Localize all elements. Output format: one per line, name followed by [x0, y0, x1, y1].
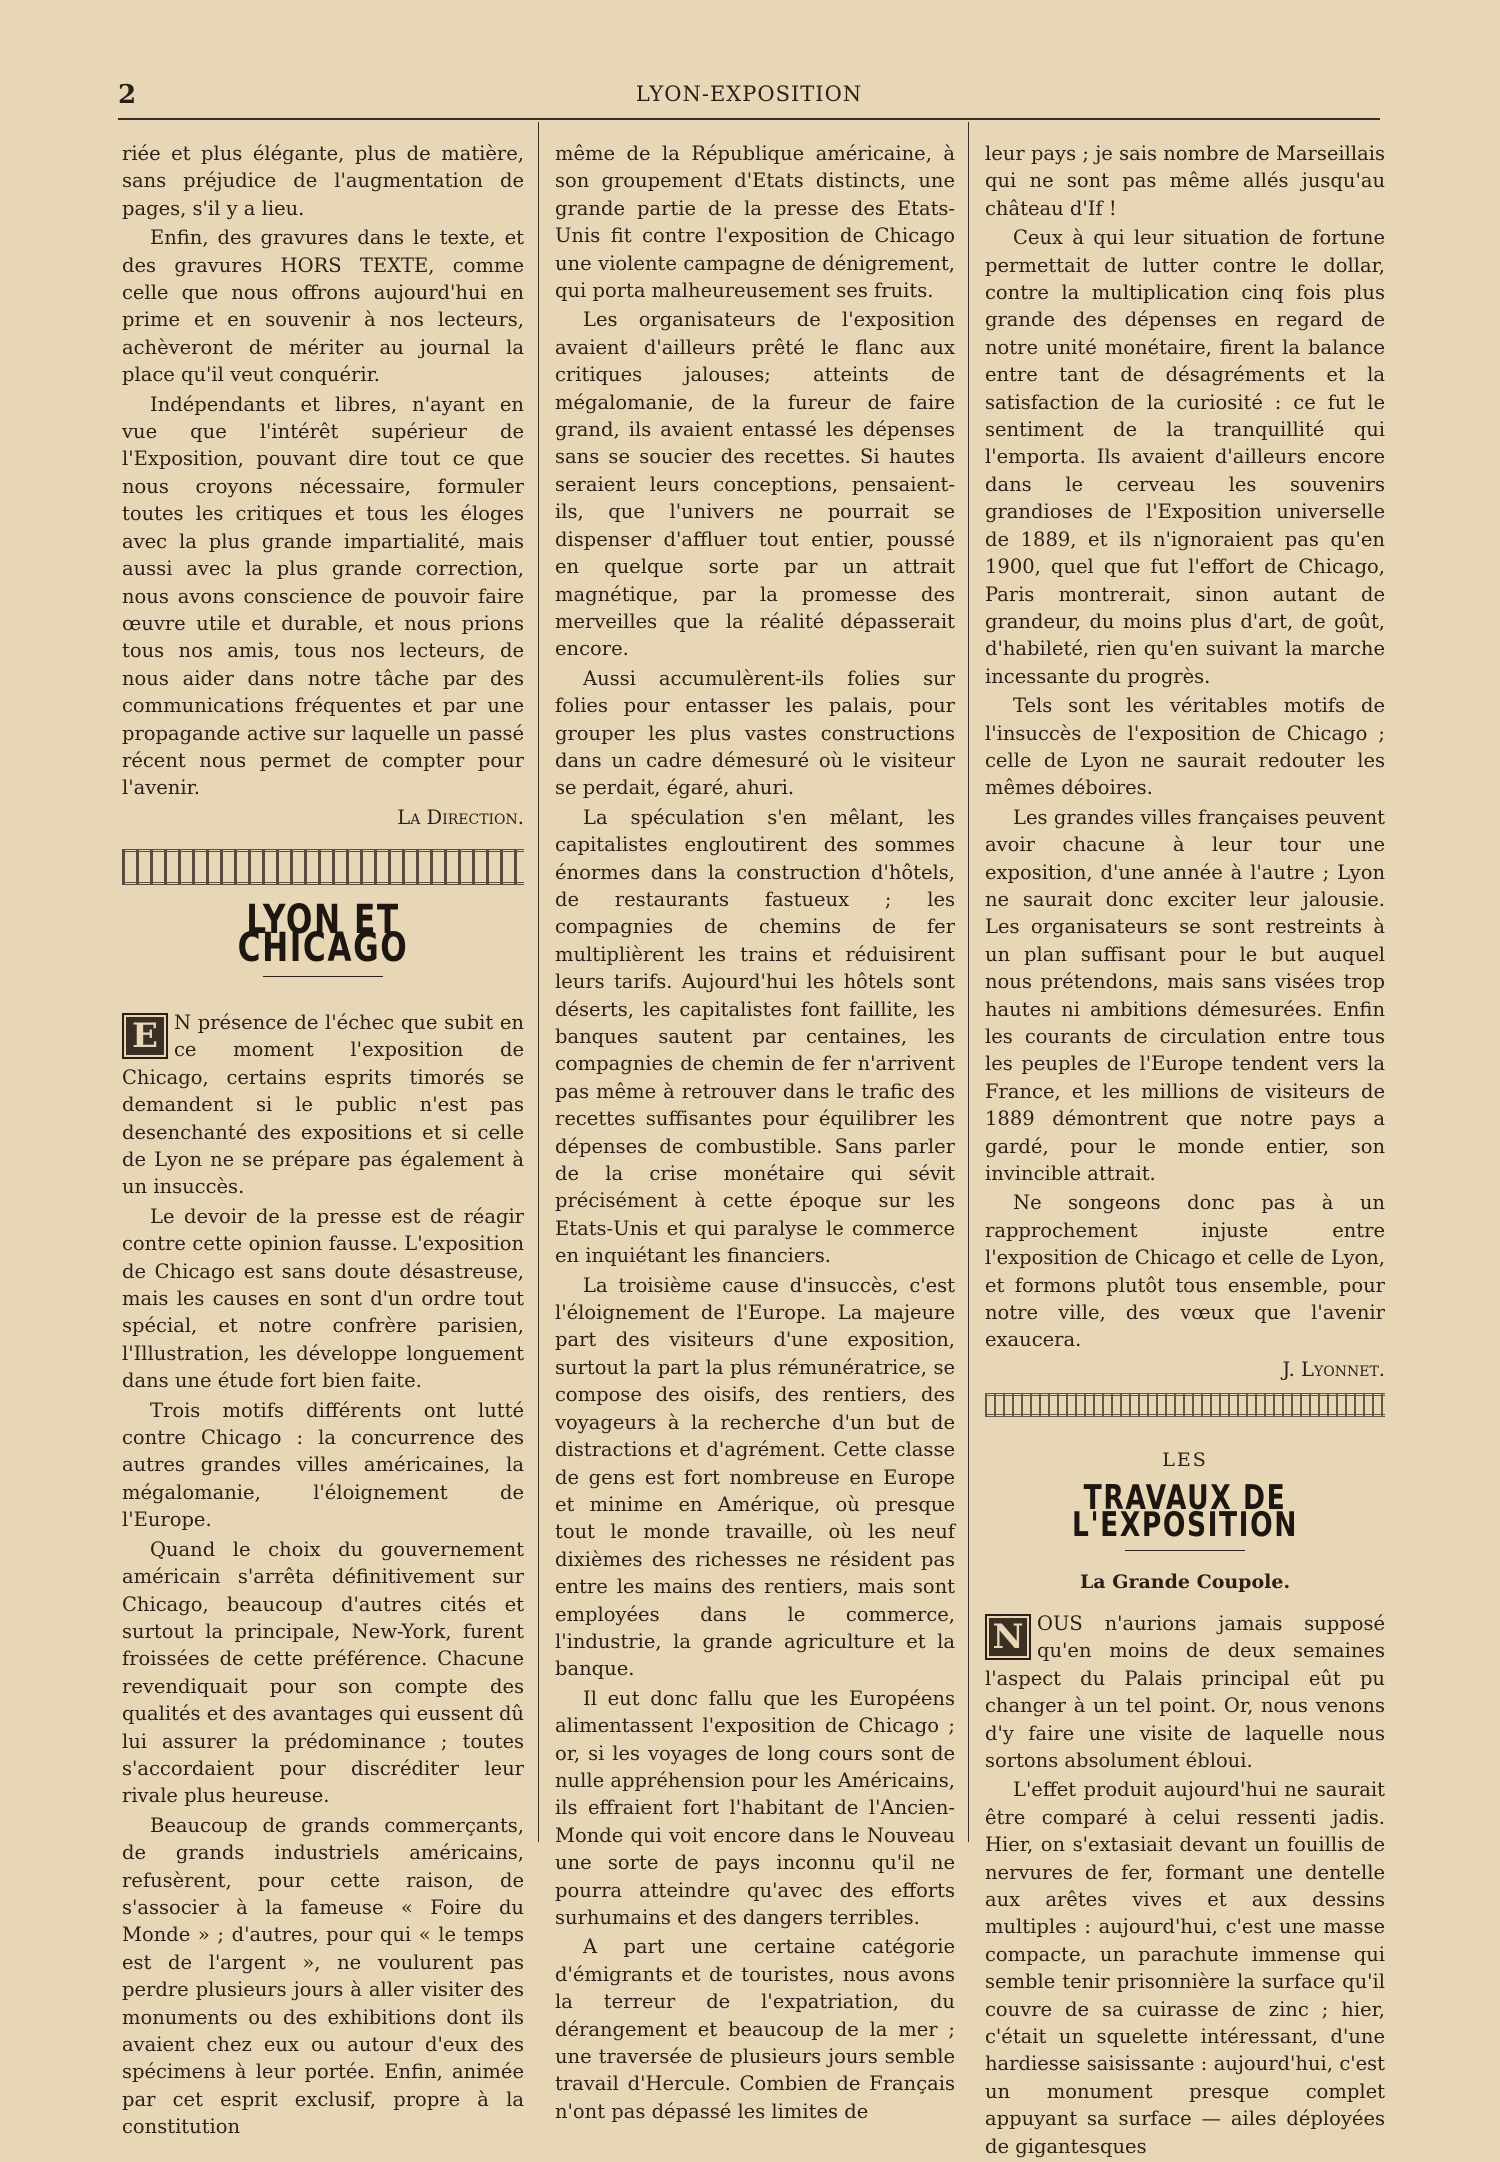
paragraph: Ceux à qui leur situation de fortune permettait de lutter contre le dollar, contre la multiplication cinq fois plus grande des dépenses en regard de notre unité monétaire, firent la balance entre tant de désagréments et la satisfaction de la curiosité : ce fut le sentiment de la tranquillité qui l'emporta. Ils avaient d'ailleurs encore dans le cerveau les souvenirs grandioses de l'Exposition universelle de 1889, et ils n'ignoraient pas qu'en 1900, quel que fut l'effort de Chicago, Paris montrerait, sinon autant de grandeur, du moins plus d'art, de goût, d'habileté, rien qu'en suivant la marche incessante du progrès.: [985, 226, 1385, 688]
column-divider: [538, 122, 539, 1842]
column-1: [122, 140, 524, 2143]
paragraph: Les grandes villes françaises peuvent avoir chacune à leur tour une exposition, d'une année à l'autre ; Lyon ne saurait donc exciter leur jalousie. Les organisateurs se sont restreints à un plan suffisant pour le but auquel nous prétendons, mais sans visées trop hautes ni ambitions démesurées. Enfin les courants de circulation entre tous les peuples de l'Europe tendent vers la France, et les millions de visiteurs de 1889 démontrent que notre pays a gardé, pour le monde entier, son invincible attrait.: [985, 805, 1385, 1186]
column-3: [985, 140, 1385, 2162]
dropcap-e: E: [122, 1013, 168, 1059]
signature: La Direction.: [397, 805, 524, 829]
paragraph: Beaucoup de grands commerçants, de grands industriels américains, refusèrent, pour cette raison, de s'associer à la fameuse « Foire du Monde » ; d'autres, pour qui « le temps est de l'argent », ne voulurent pas perdre plusieurs jours à aller visiter des monuments ou des exhibitions dont ils avaient chez eux ou autour d'eux des spécimens à leur portée. Enfin, animée par cet esprit exclusif, propre à la constitution: [122, 1813, 524, 2139]
paragraph: Aussi accumulèrent-ils folies sur folies pour entasser les palais, pour grouper les plus vastes constructions dans un cadre démesuré où le visiteur se perdait, égaré, ahuri.: [555, 666, 955, 800]
ornamental-divider: [122, 849, 524, 885]
paragraph: La troisième cause d'insuccès, c'est l'éloignement de l'Europe. La majeure part des visiteurs d'une exposition, surtout la part la plus rémunératrice, se compose des oisifs, des rentiers, des voyageurs à la recherche d'un but de distractions et d'agrément. Cette classe de gens est fort nombreuse en Europe et minime en Amérique, où presque tout le monde travaille, où les neuf dixièmes des richesses ne résident pas entre les mains des rentiers, mais sont employées dans le commerce, l'industrie, la grande agriculture et la banque.: [555, 1273, 955, 1681]
article-title: LYON ET CHICAGO: [237, 897, 409, 971]
paragraph: La spéculation s'en mêlant, les capitalistes engloutirent des sommes énormes dans la construction d'hôtels, de restaurants fastueux ; les compagnies de chemins de fer multiplièrent les trains et réduisirent leurs tarifs. Aujourd'hui les hôtels sont déserts, les capitalistes font faillite, les banques sautent par centaines, les compagnies de chemin de fer n'arrivent pas même à retrouver dans le trafic des recettes suffisantes pour équilibrer les dépenses de combustible. Sans parler de la crise monétaire qui sévit précisément à cette époque sur les Etats-Unis et qui paralyse le commerce en inquiétant les financiers.: [555, 805, 955, 1268]
ornamental-divider: [985, 1393, 1385, 1417]
page-header: [118, 80, 1380, 120]
article-subtitle: La Grande Coupole.: [1079, 1570, 1291, 1593]
paragraph: Trois motifs différents ont lutté contre Chicago : la concurrence des autres grandes villes américaines, la mégalomanie, l'éloignement de l'Europe.: [122, 1398, 524, 1532]
signature: J. Lyonnet.: [1282, 1357, 1385, 1381]
paragraph: riée et plus élégante, plus de matière, sans préjudice de l'augmentation de pages, s'il y a lieu.: [122, 142, 524, 220]
title-rule: [263, 976, 383, 977]
lead-paragraph: [985, 1610, 1385, 1774]
header-rule: [118, 118, 1380, 120]
paragraph: même de la République américaine, à son groupement d'Etats distincts, une grande partie de la presse des Etats-Unis fit contre l'exposition de Chicago une violente campagne de dénigrement, qui porta malheureusement ses fruits.: [555, 142, 955, 303]
article-title: TRAVAUX DE L'EXPOSITION: [1072, 1477, 1298, 1546]
running-title: LYON-EXPOSITION: [635, 82, 863, 106]
lead-paragraph: [122, 1009, 524, 1201]
paragraph: Indépendants et libres, n'ayant en vue que l'intérêt supérieur de l'Exposition, pouvant dire tout ce que nous croyons nécessaire, formuler toutes les critiques et tous les éloges avec la plus grande impartialité, mais aussi avec la plus grande correction, nous avons conscience de pouvoir faire œuvre utile et durable, et nous prions tous nos amis, tous nos lecteurs, de nous aider dans notre tâche par des communications fréquentes et par une propagande active sur laquelle un passé récent nous permet de compter pour l'avenir.: [122, 392, 524, 800]
page-number: 2: [118, 80, 137, 110]
column-divider: [968, 122, 969, 1842]
paragraph: Enfin, des gravures dans le texte, et des gravures HORS TEXTE, comme celle que nous offrons aujourd'hui en prime et en souvenir à nos lecteurs, achèveront de mériter au journal la place qu'il veut conquérir.: [122, 226, 524, 387]
paragraph: leur pays ; je sais nombre de Marseillais qui ne sont pas même allés jusqu'au château d'If !: [985, 142, 1385, 220]
paragraph: Les organisateurs de l'exposition avaient d'ailleurs prêté le flanc aux critiques jalouses; atteints de mégalomanie, de la fureur de faire grand, ils avaient entassé les dépenses sans se soucier des recettes. Si hautes seraient leurs conceptions, pensaient-ils, que l'univers ne pourrait se dispenser d'affluer tout entier, poussé en quelque sorte par un attrait magnétique, par la promesse des merveilles que la réalité dépasserait encore.: [555, 308, 955, 661]
lead-text: N présence de l'échec que subit en ce moment l'exposition de Chicago, certains esprits timorés se demandent si le public n'est pas desenchanté des expositions et si celle de Lyon ne se prépare pas également à un insuccès.: [122, 1010, 524, 1199]
paragraph: Quand le choix du gouvernement américain s'arrêta définitivement sur Chicago, beaucoup d'autres cités et surtout la principale, New-York, furent froissées de cette préférence. Chacune revendiquait pour son compte des qualités et des avantages qui eussent dû lui assurer la prédominance ; toutes s'accordaient pour discréditer leur rivale plus heureuse.: [122, 1537, 524, 1808]
column-2: [555, 140, 955, 2127]
paragraph: Il eut donc fallu que les Européens alimentassent l'exposition de Chicago ; or, si les voyages de long cours sont de nulle appréhension pour les Américains, ils effraient fort l'habitant de l'Ancien-Monde qui voit encore dans le Nouveau une sorte de pays inconnu qu'il ne pourra atteindre qu'avec des efforts surhumains et des dangers terribles.: [555, 1686, 955, 1929]
title-rule: [1125, 1550, 1245, 1551]
paragraph: Tels sont les véritables motifs de l'insuccès de l'exposition de Chicago ; celle de Lyon ne saurait redouter les mêmes déboires.: [985, 694, 1385, 800]
paragraph: A part une certaine catégorie d'émigrants et de touristes, nous avons la terreur de l'expatriation, du dérangement et beaucoup de la mer ; une traversée de plusieurs jours semble travail d'Hercule. Combien de Français n'ont pas dépassé les limites de: [555, 1935, 955, 2123]
paragraph: L'effet produit aujourd'hui ne saurait être comparé à celui ressenti jadis. Hier, on s'extasiait devant un fouillis de nervures de fer, formant une dentelle aux arêtes vives et aux dessins multiples : aujourd'hui, c'est une masse compacte, un parachute immense qui semble tenir prisonnière la surface qu'il couvre de sa cuirasse de zinc ; hier, c'était un squelette intéressant, d'une hardiesse saisissante : aujourd'hui, c'est un monument presque complet appuyant sa surface — ailes déployées de gigantesques: [985, 1778, 1385, 2158]
article-kicker: LES: [1162, 1449, 1208, 1472]
lead-text: OUS n'aurions jamais supposé qu'en moins de deux semaines l'aspect du Palais principal eût pu changer à un tel point. Or, nous venons d'y faire une visite de laquelle nous sortons absolument ébloui.: [985, 1611, 1385, 1772]
dropcap-n: N: [985, 1614, 1031, 1660]
paragraph: Ne songeons donc pas à un rapprochement injuste entre l'exposition de Chicago et celle de Lyon, et formons plutôt tous ensemble, pour notre ville, des vœux que l'avenir exaucera.: [985, 1191, 1385, 1352]
paragraph: Le devoir de la presse est de réagir contre cette opinion fausse. L'exposition de Chicago est sans doute désastreuse, mais les causes en sont d'un ordre tout spécial, et notre confrère parisien, l'Illustration, les développe longuement dans une étude fort bien faite.: [122, 1204, 524, 1393]
